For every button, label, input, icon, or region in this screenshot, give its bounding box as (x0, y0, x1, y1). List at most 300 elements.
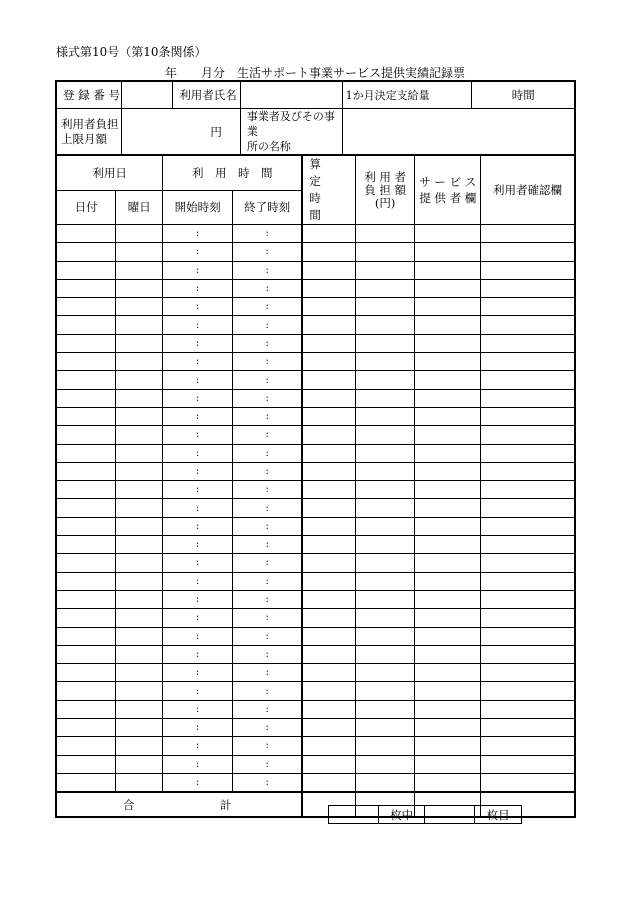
col-calc-line1: 算 定 (309, 157, 344, 188)
table-row (56, 645, 575, 663)
date-cell[interactable] (56, 755, 116, 773)
confirmation-cell[interactable] (481, 225, 575, 243)
date-cell[interactable] (56, 682, 116, 700)
user-name-field[interactable] (240, 81, 342, 109)
confirmation-cell[interactable] (481, 316, 575, 334)
calc-time-cell[interactable] (302, 773, 355, 792)
provider-cell[interactable] (415, 426, 481, 444)
date-cell[interactable] (56, 243, 116, 261)
confirmation-cell[interactable] (481, 536, 575, 554)
start-time-cell[interactable] (163, 298, 233, 316)
start-time-cell[interactable] (163, 279, 233, 297)
confirmation-cell[interactable] (481, 407, 575, 425)
burden-amount-cell[interactable] (355, 279, 415, 297)
date-cell[interactable] (56, 389, 116, 407)
table-row (56, 426, 575, 444)
end-time-cell[interactable] (233, 773, 303, 792)
start-time-cell[interactable] (163, 737, 233, 755)
start-time-cell[interactable] (163, 243, 233, 261)
confirmation-cell[interactable] (481, 645, 575, 663)
time-separator: : (195, 429, 200, 441)
weekday-cell[interactable] (116, 426, 163, 444)
end-time-cell[interactable] (233, 279, 303, 297)
date-cell[interactable] (56, 462, 116, 480)
end-time-cell[interactable] (233, 316, 303, 334)
start-time-cell[interactable] (163, 572, 233, 590)
calc-time-cell[interactable] (302, 700, 355, 718)
start-time-cell[interactable] (163, 773, 233, 792)
confirmation-cell[interactable] (481, 462, 575, 480)
calc-time-cell[interactable] (302, 609, 355, 627)
time-separator: : (195, 539, 200, 551)
confirmation-cell[interactable] (481, 444, 575, 462)
weekday-cell[interactable] (116, 279, 163, 297)
provider-cell[interactable] (415, 755, 481, 773)
time-separator: : (195, 337, 200, 349)
burden-amount-cell[interactable] (355, 755, 415, 773)
burden-amount-cell[interactable] (355, 609, 415, 627)
burden-amount-cell[interactable] (355, 773, 415, 792)
date-cell[interactable] (56, 664, 116, 682)
end-time-cell[interactable] (233, 719, 303, 737)
burden-amount-cell[interactable] (355, 481, 415, 499)
provider-cell[interactable] (415, 316, 481, 334)
end-time-cell[interactable] (233, 554, 303, 572)
table-row (56, 481, 575, 499)
provider-cell[interactable] (415, 243, 481, 261)
calc-time-cell[interactable] (302, 481, 355, 499)
end-time-cell[interactable] (233, 700, 303, 718)
confirmation-cell[interactable] (481, 517, 575, 535)
date-cell[interactable] (56, 426, 116, 444)
burden-amount-cell[interactable] (355, 462, 415, 480)
start-time-cell[interactable] (163, 682, 233, 700)
confirmation-cell[interactable] (481, 261, 575, 279)
confirmation-cell[interactable] (481, 664, 575, 682)
end-time-cell[interactable] (233, 645, 303, 663)
end-time-cell[interactable] (233, 737, 303, 755)
provider-cell[interactable] (415, 407, 481, 425)
confirmation-cell[interactable] (481, 243, 575, 261)
calc-time-cell[interactable] (302, 590, 355, 608)
burden-limit-label (56, 109, 121, 156)
weekday-cell[interactable] (116, 590, 163, 608)
burden-amount-cell[interactable] (355, 225, 415, 243)
confirmation-cell[interactable] (481, 279, 575, 297)
burden-amount-cell[interactable] (355, 554, 415, 572)
calc-time-cell[interactable] (302, 389, 355, 407)
start-time-cell[interactable] (163, 371, 233, 389)
date-cell[interactable] (56, 554, 116, 572)
weekday-cell[interactable] (116, 700, 163, 718)
confirmation-cell[interactable] (481, 298, 575, 316)
weekday-cell[interactable] (116, 243, 163, 261)
calc-time-cell[interactable] (302, 682, 355, 700)
provider-cell[interactable] (415, 682, 481, 700)
calc-time-cell[interactable] (302, 444, 355, 462)
date-cell[interactable] (56, 298, 116, 316)
weekday-cell[interactable] (116, 664, 163, 682)
weekday-cell[interactable] (116, 499, 163, 517)
provider-cell[interactable] (415, 572, 481, 590)
date-cell[interactable] (56, 225, 116, 243)
service-record-table (55, 154, 576, 818)
date-cell[interactable] (56, 627, 116, 645)
time-separator: : (195, 630, 200, 642)
provider-cell[interactable] (415, 444, 481, 462)
provider-cell[interactable] (415, 353, 481, 371)
burden-amount-cell[interactable] (355, 389, 415, 407)
weekday-cell[interactable] (116, 334, 163, 352)
provider-cell[interactable] (415, 371, 481, 389)
calc-time-cell[interactable] (302, 517, 355, 535)
start-time-cell[interactable] (163, 645, 233, 663)
burden-amount-cell[interactable] (355, 682, 415, 700)
total-label-1: 合 (123, 797, 135, 812)
date-cell[interactable] (56, 334, 116, 352)
calc-time-cell[interactable] (302, 371, 355, 389)
provider-cell[interactable] (415, 499, 481, 517)
start-time-cell[interactable] (163, 353, 233, 371)
start-time-cell[interactable] (163, 554, 233, 572)
calc-time-cell[interactable] (302, 499, 355, 517)
calc-time-cell[interactable] (302, 755, 355, 773)
time-separator: : (265, 539, 269, 551)
date-cell[interactable] (56, 645, 116, 663)
weekday-cell[interactable] (116, 719, 163, 737)
start-time-cell[interactable] (163, 481, 233, 499)
end-time-cell[interactable] (233, 462, 303, 480)
end-time-cell[interactable] (233, 298, 303, 316)
monthly-hours-field[interactable] (472, 81, 575, 109)
registration-number-field[interactable] (121, 81, 172, 109)
end-time-cell[interactable] (233, 371, 303, 389)
calc-time-cell[interactable] (302, 426, 355, 444)
provider-cell[interactable] (415, 298, 481, 316)
burden-amount-cell[interactable] (355, 536, 415, 554)
confirmation-cell[interactable] (481, 719, 575, 737)
provider-cell[interactable] (415, 773, 481, 792)
end-time-cell[interactable] (233, 389, 303, 407)
confirmation-cell[interactable] (481, 426, 575, 444)
burden-amount-cell[interactable] (355, 499, 415, 517)
end-time-cell[interactable] (233, 755, 303, 773)
provider-cell[interactable] (415, 719, 481, 737)
date-cell[interactable] (56, 590, 116, 608)
weekday-cell[interactable] (116, 389, 163, 407)
date-cell[interactable] (56, 279, 116, 297)
weekday-cell[interactable] (116, 298, 163, 316)
provider-cell[interactable] (415, 609, 481, 627)
confirmation-cell[interactable] (481, 371, 575, 389)
end-time-cell[interactable] (233, 517, 303, 535)
confirmation-cell[interactable] (481, 755, 575, 773)
burden-amount-cell[interactable] (355, 664, 415, 682)
confirmation-cell[interactable] (481, 773, 575, 792)
calc-time-cell[interactable] (302, 279, 355, 297)
provider-cell[interactable] (415, 279, 481, 297)
burden-amount-cell[interactable] (355, 243, 415, 261)
start-time-cell[interactable] (163, 627, 233, 645)
calc-time-cell[interactable] (302, 627, 355, 645)
weekday-cell[interactable] (116, 645, 163, 663)
burden-amount-cell[interactable] (355, 371, 415, 389)
col-date: 日付 (56, 190, 116, 224)
start-time-cell[interactable] (163, 517, 233, 535)
calc-time-cell[interactable] (302, 298, 355, 316)
end-time-cell[interactable] (233, 536, 303, 554)
start-time-cell[interactable] (163, 700, 233, 718)
weekday-cell[interactable] (116, 773, 163, 792)
table-row (56, 572, 575, 590)
provider-cell[interactable] (415, 627, 481, 645)
time-separator: : (195, 319, 200, 331)
confirmation-cell[interactable] (481, 554, 575, 572)
table-row (56, 389, 575, 407)
provider-cell[interactable] (415, 481, 481, 499)
provider-cell[interactable] (415, 554, 481, 572)
date-cell[interactable] (56, 481, 116, 499)
end-time-cell[interactable] (233, 572, 303, 590)
hours-unit: 時間 (511, 88, 535, 102)
table-row (56, 225, 575, 243)
burden-amount-cell[interactable] (355, 334, 415, 352)
end-time-cell[interactable] (233, 353, 303, 371)
burden-amount-cell[interactable] (355, 645, 415, 663)
confirmation-cell[interactable] (481, 572, 575, 590)
start-time-cell[interactable] (163, 536, 233, 554)
provider-cell[interactable] (415, 462, 481, 480)
start-time-cell[interactable] (163, 389, 233, 407)
calc-time-cell[interactable] (302, 664, 355, 682)
col-start-time: 開始時刻 (163, 190, 233, 224)
start-time-cell[interactable] (163, 609, 233, 627)
end-time-cell[interactable] (233, 499, 303, 517)
table-row (56, 554, 575, 572)
date-cell[interactable] (56, 517, 116, 535)
weekday-cell[interactable] (116, 517, 163, 535)
confirmation-cell[interactable] (481, 590, 575, 608)
time-separator: : (195, 392, 200, 404)
confirmation-cell[interactable] (481, 481, 575, 499)
burden-amount-cell[interactable] (355, 572, 415, 590)
calc-time-cell[interactable] (302, 554, 355, 572)
end-time-cell[interactable] (233, 590, 303, 608)
start-time-cell[interactable] (163, 499, 233, 517)
date-cell[interactable] (56, 499, 116, 517)
provider-cell[interactable] (415, 225, 481, 243)
provider-cell[interactable] (415, 700, 481, 718)
burden-limit-label-line1: 利用者負担 (61, 116, 119, 131)
calc-time-cell[interactable] (302, 261, 355, 279)
time-separator: : (265, 612, 269, 624)
end-time-cell[interactable] (233, 243, 303, 261)
col-calc-line2: 時 間 (309, 191, 344, 222)
burden-amount-cell[interactable] (355, 627, 415, 645)
weekday-cell[interactable] (116, 755, 163, 773)
start-time-cell[interactable] (163, 334, 233, 352)
date-cell[interactable] (56, 316, 116, 334)
date-cell[interactable] (56, 773, 116, 792)
end-time-cell[interactable] (233, 426, 303, 444)
provider-cell[interactable] (415, 645, 481, 663)
end-time-cell[interactable] (233, 627, 303, 645)
burden-amount-cell[interactable] (355, 700, 415, 718)
time-separator: : (265, 374, 269, 386)
burden-amount-cell[interactable] (355, 517, 415, 535)
weekday-cell[interactable] (116, 554, 163, 572)
time-separator: : (265, 283, 269, 295)
date-cell[interactable] (56, 536, 116, 554)
end-time-cell[interactable] (233, 225, 303, 243)
weekday-cell[interactable] (116, 609, 163, 627)
provider-cell[interactable] (415, 517, 481, 535)
weekday-cell[interactable] (116, 481, 163, 499)
page-number-field[interactable] (425, 806, 475, 824)
confirmation-cell[interactable] (481, 499, 575, 517)
table-row (56, 407, 575, 425)
start-time-cell[interactable] (163, 225, 233, 243)
burden-amount-cell[interactable] (355, 298, 415, 316)
confirmation-cell[interactable] (481, 682, 575, 700)
time-separator: : (265, 228, 269, 240)
end-time-cell[interactable] (233, 407, 303, 425)
time-separator: : (195, 356, 200, 368)
confirmation-cell[interactable] (481, 627, 575, 645)
start-time-cell[interactable] (163, 664, 233, 682)
start-time-cell[interactable] (163, 444, 233, 462)
weekday-cell[interactable] (116, 737, 163, 755)
weekday-cell[interactable] (116, 536, 163, 554)
end-time-cell[interactable] (233, 334, 303, 352)
calc-time-cell[interactable] (302, 316, 355, 334)
calc-time-cell[interactable] (302, 645, 355, 663)
calc-time-cell[interactable] (302, 243, 355, 261)
date-cell[interactable] (56, 737, 116, 755)
provider-cell[interactable] (415, 389, 481, 407)
time-separator: : (195, 703, 200, 715)
calc-time-cell[interactable] (302, 407, 355, 425)
weekday-cell[interactable] (116, 444, 163, 462)
end-time-cell[interactable] (233, 609, 303, 627)
date-cell[interactable] (56, 444, 116, 462)
confirmation-cell[interactable] (481, 389, 575, 407)
weekday-cell[interactable] (116, 371, 163, 389)
table-row (56, 755, 575, 773)
provider-cell[interactable] (415, 590, 481, 608)
burden-amount-cell[interactable] (355, 426, 415, 444)
calc-time-cell[interactable] (302, 225, 355, 243)
provider-cell[interactable] (415, 737, 481, 755)
date-cell[interactable] (56, 371, 116, 389)
page-count-box (328, 805, 522, 824)
time-separator: : (265, 392, 269, 404)
weekday-cell[interactable] (116, 682, 163, 700)
start-time-cell[interactable] (163, 261, 233, 279)
date-cell[interactable] (56, 609, 116, 627)
date-cell[interactable] (56, 353, 116, 371)
burden-amount-cell[interactable] (355, 444, 415, 462)
calc-time-cell[interactable] (302, 719, 355, 737)
table-row (56, 316, 575, 334)
start-time-cell[interactable] (163, 426, 233, 444)
start-time-cell[interactable] (163, 407, 233, 425)
date-cell[interactable] (56, 700, 116, 718)
start-time-cell[interactable] (163, 719, 233, 737)
time-separator: : (265, 466, 269, 477)
confirmation-cell[interactable] (481, 609, 575, 627)
end-time-cell[interactable] (233, 664, 303, 682)
start-time-cell[interactable] (163, 316, 233, 334)
burden-amount-cell[interactable] (355, 719, 415, 737)
calc-time-cell[interactable] (302, 462, 355, 480)
calc-time-cell[interactable] (302, 572, 355, 590)
calc-time-cell[interactable] (302, 536, 355, 554)
start-time-cell[interactable] (163, 755, 233, 773)
weekday-cell[interactable] (116, 353, 163, 371)
end-time-cell[interactable] (233, 444, 303, 462)
time-separator: : (195, 374, 200, 386)
provider-name-field[interactable] (342, 109, 575, 156)
col-usage-date: 利用日 (56, 155, 163, 190)
burden-amount-cell[interactable] (355, 316, 415, 334)
provider-cell[interactable] (415, 536, 481, 554)
start-time-cell[interactable] (163, 590, 233, 608)
weekday-cell[interactable] (116, 225, 163, 243)
date-cell[interactable] (56, 407, 116, 425)
burden-limit-field[interactable] (121, 109, 240, 156)
provider-cell[interactable] (415, 664, 481, 682)
date-cell[interactable] (56, 572, 116, 590)
time-separator: : (265, 520, 269, 532)
confirmation-cell[interactable] (481, 334, 575, 352)
weekday-cell[interactable] (116, 572, 163, 590)
provider-cell[interactable] (415, 334, 481, 352)
calc-time-cell[interactable] (302, 334, 355, 352)
table-row (56, 700, 575, 718)
date-cell[interactable] (56, 719, 116, 737)
weekday-cell[interactable] (116, 261, 163, 279)
calc-time-cell[interactable] (302, 737, 355, 755)
burden-amount-cell[interactable] (355, 407, 415, 425)
time-separator: : (195, 722, 200, 734)
weekday-cell[interactable] (116, 316, 163, 334)
burden-amount-cell[interactable] (355, 737, 415, 755)
burden-amount-cell[interactable] (355, 353, 415, 371)
end-time-cell[interactable] (233, 261, 303, 279)
confirmation-cell[interactable] (481, 353, 575, 371)
burden-amount-cell[interactable] (355, 590, 415, 608)
weekday-cell[interactable] (116, 627, 163, 645)
calc-time-cell[interactable] (302, 353, 355, 371)
total-pages-field[interactable] (329, 806, 379, 824)
table-row (56, 664, 575, 682)
end-time-cell[interactable] (233, 481, 303, 499)
confirmation-cell[interactable] (481, 700, 575, 718)
start-time-cell[interactable] (163, 462, 233, 480)
date-cell[interactable] (56, 261, 116, 279)
burden-amount-cell[interactable] (355, 261, 415, 279)
time-separator: : (195, 520, 200, 532)
confirmation-cell[interactable] (481, 737, 575, 755)
end-time-cell[interactable] (233, 682, 303, 700)
weekday-cell[interactable] (116, 407, 163, 425)
time-separator: : (265, 722, 269, 734)
weekday-cell[interactable] (116, 462, 163, 480)
col-user-burden (355, 155, 415, 225)
provider-cell[interactable] (415, 261, 481, 279)
time-separator: : (195, 484, 200, 496)
